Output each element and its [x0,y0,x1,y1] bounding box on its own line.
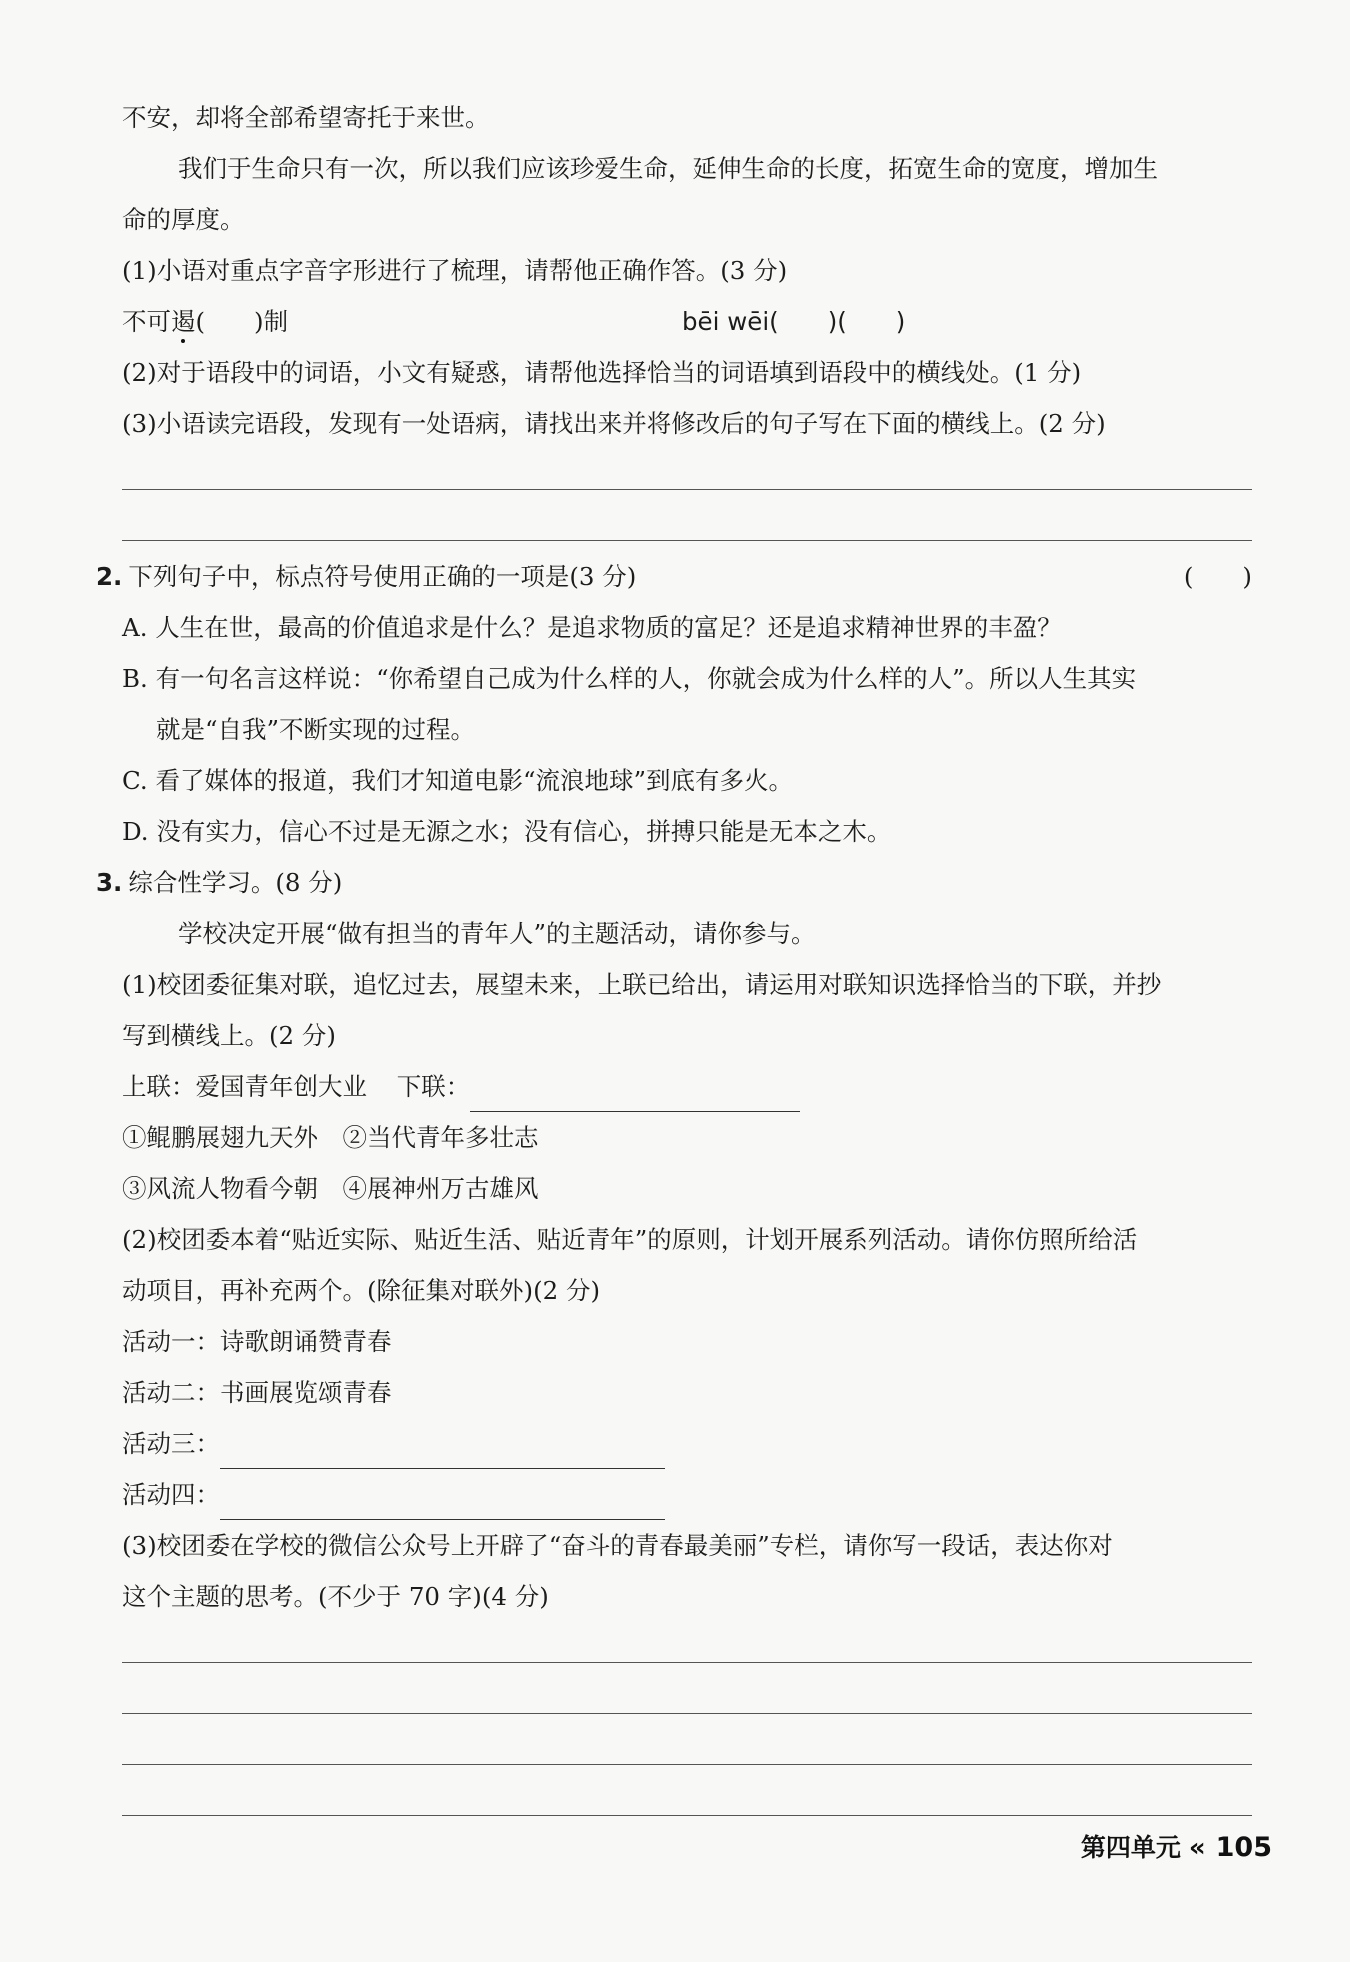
activity-label: 活动四： [122,1480,220,1509]
q3-intro: 学校决定开展“做有担当的青年人”的主题活动，请你参与。 [178,919,816,948]
question-number: 2. [96,562,123,591]
couplet-options: ③风流人物看今朝 ④展神州万古雄风 [122,1174,539,1203]
q3-part1-prompt-cont: 写到横线上。(2 分) [122,1021,336,1050]
page-footer [1081,1828,1272,1864]
couplet-lower-blank[interactable] [470,1073,800,1112]
answer-line[interactable] [122,1724,1252,1775]
q3-part1-prompt: (1)校团委征集对联，追忆过去，展望未来，上联已给出，请运用对联知识选择恰当的下联，并抄 [122,970,1162,999]
option-a: A. 人生在世，最高的价值追求是什么？是追求物质的富足？还是追求精神世界的丰盈？ [122,613,1062,642]
q1-part1-items [122,296,1252,347]
pinyin-blank[interactable]: bēi wēi( )( ) [682,307,906,336]
option-d: D. 没有实力，信心不过是无源之水；没有信心，拼搏只能是无本之木。 [122,817,892,846]
activity-1: 活动一：诗歌朗诵赞青春 [122,1327,392,1356]
dotted-char: 遏 [171,296,196,347]
passage-line: 命的厚度。 [122,205,245,234]
question-text: 综合性学习。(8 分) [128,868,343,897]
answer-line[interactable] [122,1775,1252,1826]
q3-part2-prompt: (2)校团委本着“贴近实际、贴近生活、贴近青年”的原则，计划开展系列活动。请你仿照所给活 [122,1225,1138,1254]
activity-3 [122,1418,1252,1469]
page-number: 105 [1215,1832,1272,1863]
q3-part2-prompt-cont: 动项目，再补充两个。(除征集对联外)(2 分) [122,1276,601,1305]
word-prefix: 不可 [122,307,171,336]
passage-line: 不安，却将全部希望寄托于来世。 [122,103,490,132]
word-suffix-blank[interactable]: ( )制 [195,307,289,336]
q2-stem [96,551,1252,602]
couplet-lower-label: 下联： [396,1072,471,1101]
activity-2: 活动二：书画展览颂青春 [122,1378,392,1407]
answer-line[interactable] [122,500,1252,551]
couplet-row [122,1061,1252,1112]
q3-part3-prompt-cont: 这个主题的思考。(不少于 70 字)(4 分) [122,1582,549,1611]
couplet-options: ①鲲鹏展翅九天外 ②当代青年多壮志 [122,1123,539,1152]
unit-label: 第四单元 [1080,1833,1181,1862]
q1-part1-prompt: (1)小语对重点字音字形进行了梳理，请帮他正确作答。(3 分) [122,256,788,285]
option-b-continued: 就是“自我”不断实现的过程。 [156,715,476,744]
couplet-upper: 上联：爱国青年创大业 [122,1072,367,1101]
activity-3-blank[interactable] [220,1430,665,1469]
activity-4 [122,1469,1252,1520]
question-text: 下列句子中，标点符号使用正确的一项是(3 分) [128,562,637,591]
chevron-left-icon: « [1188,1833,1206,1863]
q1-part3-prompt: (3)小语读完语段，发现有一处语病，请找出来并将修改后的句子写在下面的横线上。(2 分) [122,409,1106,438]
option-c: C. 看了媒体的报道，我们才知道电影“流浪地球”到底有多火。 [122,766,793,795]
answer-line[interactable] [122,1622,1252,1673]
q1-part2-prompt: (2)对于语段中的词语，小文有疑惑，请帮他选择恰当的词语填到语段中的横线处。(1 分) [122,358,1082,387]
answer-line[interactable] [122,1673,1252,1724]
option-b: B. 有一句名言这样说：“你希望自己成为什么样的人，你就会成为什么样的人”。所以人生其实 [122,664,1137,693]
q3-part3-prompt: (3)校团委在学校的微信公众号上开辟了“奋斗的青春最美丽”专栏，请你写一段话，表达你对 [122,1531,1113,1560]
q3-stem [96,857,1252,908]
answer-bracket[interactable]: ( ) [1183,562,1252,591]
passage-line: 我们于生命只有一次，所以我们应该珍爱生命，延伸生命的长度，拓宽生命的宽度，增加生 [178,154,1158,183]
question-number: 3. [96,868,123,897]
page-content [96,92,1252,1826]
answer-line[interactable] [122,449,1252,500]
activity-4-blank[interactable] [220,1481,665,1520]
activity-label: 活动三： [122,1429,220,1458]
